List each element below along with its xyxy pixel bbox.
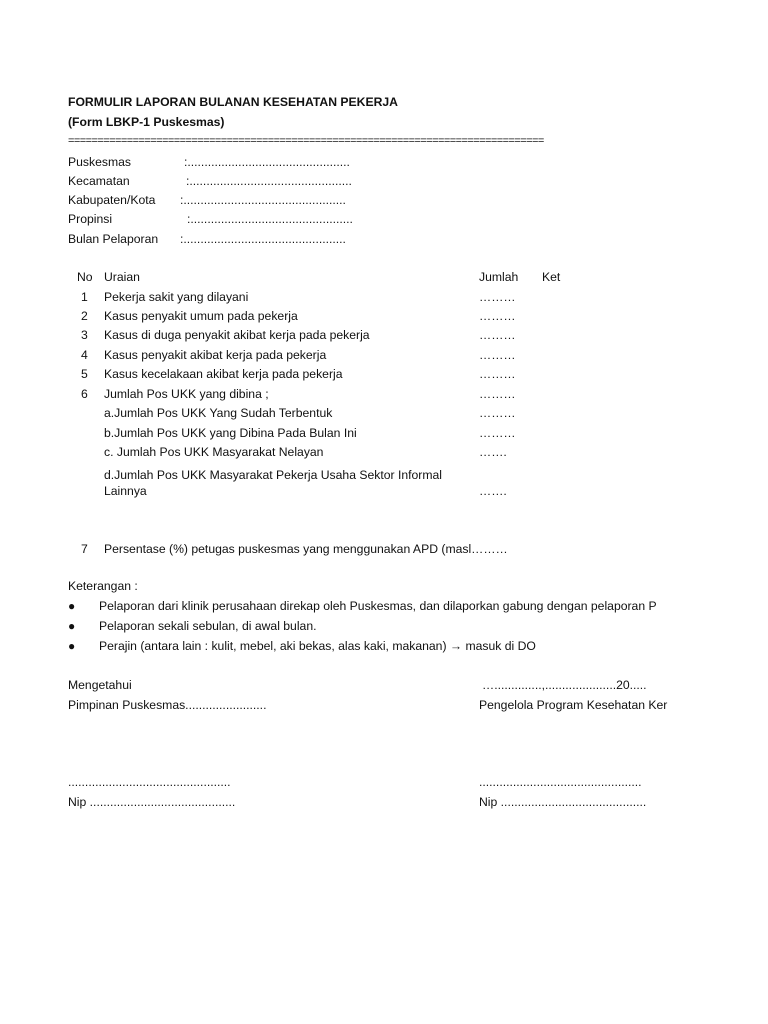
field-label-kabupaten: Kabupaten/Kota — [68, 193, 156, 207]
sign-right-nip: Nip ........................................... — [479, 795, 647, 809]
field-value-kabupaten: :................................................ — [180, 193, 346, 207]
sign-left-line: ................................................ — [68, 775, 231, 789]
table-row-jumlah: ……… — [479, 387, 516, 401]
field-label-puskesmas: Puskesmas — [68, 155, 131, 169]
note-item: Pelaporan sekali sebulan, di awal bulan. — [99, 619, 317, 633]
table-subrow-jumlah: ……. — [479, 445, 507, 459]
table-header-no: No — [77, 270, 93, 284]
table-header-jumlah: Jumlah — [479, 270, 519, 284]
table-subrow-uraian-cont: Lainnya — [104, 484, 147, 498]
table-subrow-jumlah: ……. — [479, 484, 507, 498]
table-row-no: 4 — [81, 348, 88, 362]
bullet-icon: ● — [68, 639, 76, 653]
table-header-ket: Ket — [542, 270, 561, 284]
table-row-jumlah: ……… — [479, 348, 516, 362]
separator-line: ================================================================================= — [68, 135, 544, 147]
sign-right-title: Pengelola Program Kesehatan Ker — [479, 698, 668, 712]
bullet-icon: ● — [68, 599, 76, 613]
table-row-jumlah: ……… — [479, 309, 516, 323]
table-subrow-uraian: d.Jumlah Pos UKK Masyarakat Pekerja Usaha Sektor Informal — [104, 468, 443, 482]
sign-left-nip: Nip ........................................... — [68, 795, 236, 809]
table-row-no: 2 — [81, 309, 88, 323]
field-value-bulan: :................................................ — [180, 232, 346, 246]
table-row-uraian: Kasus penyakit akibat kerja pada pekerja — [104, 348, 327, 362]
table-row-jumlah: ……… — [479, 290, 516, 304]
field-value-kecamatan: :................................................ — [186, 174, 352, 188]
table-row-no: 1 — [81, 290, 88, 304]
table-subrow-uraian: c. Jumlah Pos UKK Masyarakat Nelayan — [104, 445, 324, 459]
field-value-puskesmas: :................................................ — [184, 155, 350, 169]
field-value-propinsi: :................................................ — [187, 212, 353, 226]
form-subtitle: (Form LBKP-1 Puskesmas) — [68, 115, 225, 129]
table-subrow-jumlah: ……… — [479, 406, 516, 420]
table-row-jumlah: ……… — [479, 328, 516, 342]
sign-right-date: …..............,.....................20..... — [482, 678, 647, 692]
field-label-kecamatan: Kecamatan — [68, 174, 130, 188]
sign-right-line: ................................................ — [479, 775, 642, 789]
field-label-bulan: Bulan Pelaporan — [68, 232, 159, 246]
table-row-uraian: Jumlah Pos UKK yang dibina ; — [104, 387, 269, 401]
bullet-icon: ● — [68, 619, 76, 633]
sign-left-mengetahui: Mengetahui — [68, 678, 132, 692]
table-subrow-uraian: a.Jumlah Pos UKK Yang Sudah Terbentuk — [104, 406, 333, 420]
table-row-no: 5 — [81, 367, 88, 381]
field-label-propinsi: Propinsi — [68, 212, 113, 226]
table-row-uraian: Kasus penyakit umum pada pekerja — [104, 309, 298, 323]
form-title: FORMULIR LAPORAN BULANAN KESEHATAN PEKERJA — [68, 95, 398, 109]
table-row-uraian: Kasus di duga penyakit akibat kerja pada pekerja — [104, 328, 370, 342]
table-subrow-uraian: b.Jumlah Pos UKK yang Dibina Pada Bulan Ini — [104, 426, 357, 440]
notes-heading: Keterangan : — [68, 579, 138, 593]
table-header-uraian: Uraian — [104, 270, 140, 284]
table-row-jumlah: ……… — [479, 367, 516, 381]
table-row-no: 6 — [81, 387, 88, 401]
table-row-uraian: Persentase (%) petugas puskesmas yang menggunakan APD (masl……… — [104, 542, 508, 556]
sign-left-title: Pimpinan Puskesmas........................ — [68, 698, 267, 712]
table-row-uraian: Kasus kecelakaan akibat kerja pada pekerja — [104, 367, 343, 381]
note-item: Perajin (antara lain : kulit, mebel, aki bekas, alas kaki, makanan) → masuk di DO — [99, 639, 536, 653]
note-item: Pelaporan dari klinik perusahaan direkap oleh Puskesmas, dan dilaporkan gabung dengan pelaporan P — [99, 599, 657, 613]
table-row-no: 7 — [81, 542, 88, 556]
table-row-no: 3 — [81, 328, 88, 342]
table-subrow-jumlah: ……… — [479, 426, 516, 440]
table-row-uraian: Pekerja sakit yang dilayani — [104, 290, 249, 304]
